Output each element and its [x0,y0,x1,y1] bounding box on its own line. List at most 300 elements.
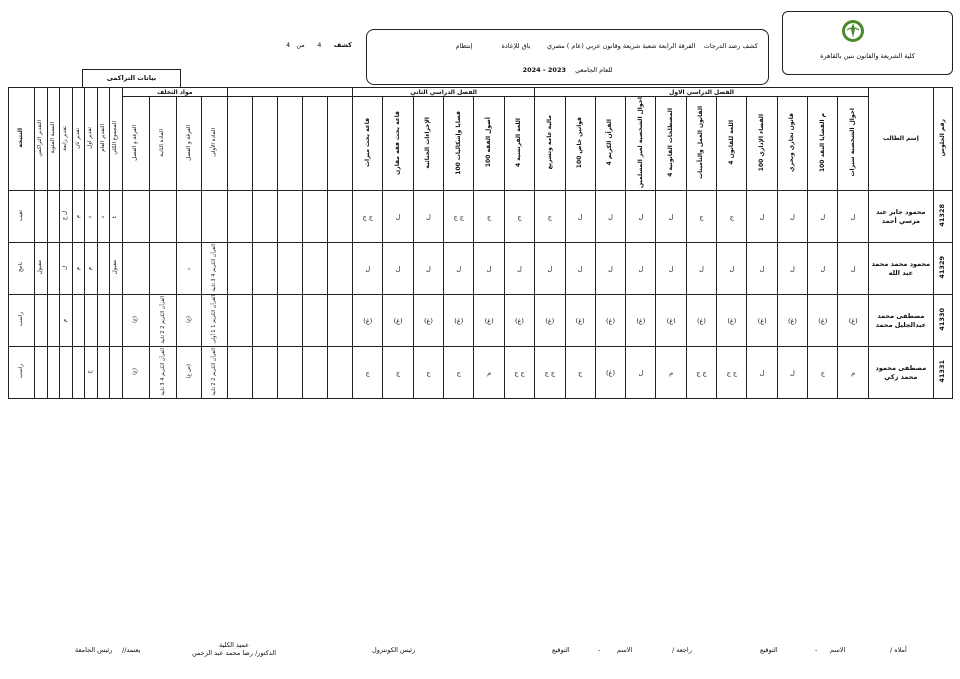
second-term-subject-5-label: قاعة بحث ميراث [363,117,371,167]
first-term-grade-6-value: م [669,368,674,377]
blank-cell-3 [302,191,327,243]
name1-label: الاسم [830,646,846,654]
blank-cell-2 [277,191,302,243]
first-term-grade-4 [717,295,747,347]
footer-university-head [75,646,112,654]
first-term-grade-2 [777,191,807,243]
first-term-grade-9 [565,295,595,347]
second-term-grade-3 [413,347,443,399]
blank-cell-0 [227,243,252,295]
second-term-grade-5 [353,191,383,243]
cumulative-cell-value: مقبول [37,260,44,275]
blank-cell-4 [327,347,352,399]
first-term-header: الفصل الدراسي الاول [535,88,869,97]
col-seat-number: رقم الجلوس [938,119,946,157]
blank-col-0 [227,97,252,191]
col-total: المجموع الكلي [112,121,119,155]
carry-cell-0 [202,243,227,295]
dictated-label: أملاه / [890,646,907,654]
result-cell [9,191,35,243]
second-term-grade-5 [353,295,383,347]
col-result: النتيجة [17,128,25,148]
first-term-grade-5-value: ج ج [696,368,707,377]
second-term-grade-2-value: (غ) [454,316,464,325]
first-term-grade-2-value: ل [790,368,795,377]
first-term-subject-10 [535,97,565,191]
second-term-grade-3-value: (غ) [423,316,433,325]
level-label: الفرقة الرابعة شعبة شريعة وقانون عربي (عام ) مصري [546,42,696,50]
second-term-grade-1-value: م [487,368,492,377]
report-title: كشف رصد الدرجات [703,42,758,50]
first-term-grade-6 [656,347,686,399]
carry-cell-1-value: (غ) [185,316,192,323]
student-name-cell [868,347,933,399]
table-row [9,243,953,295]
college-logo-box [782,11,953,75]
second-term-grade-0-value: ج ج [514,368,525,377]
first-term-subject-6-label: المصطلحات القانونية 4 [667,108,674,177]
first-term-grade-7-value: ل [638,368,644,377]
second-term-grade-3-value: ج [426,368,431,377]
first-term-grade-9 [565,191,595,243]
first-term-grade-2 [777,347,807,399]
carry-cell-1 [177,295,202,347]
first-cell [85,191,98,243]
second-term-grade-5-value: ج [365,368,370,377]
footer-approved [122,646,140,654]
name2-label: الاسم [617,646,633,654]
footer-name2 [617,646,632,654]
carry-cell-2 [150,347,177,399]
result-cell-value: تغيب [17,209,24,222]
cumulative-cell [35,191,48,243]
blank-cell-1 [252,191,277,243]
first-term-grade-0-value: ل [850,264,856,273]
first-term-grade-8 [595,243,625,295]
carry-cell-1-value: د [185,267,192,270]
second-term-grade-0 [504,191,534,243]
first-term-grade-5 [686,295,716,347]
second-term-grade-2-value: ج ج [453,212,464,221]
second-term-grade-2 [444,191,474,243]
first-term-grade-3 [747,191,777,243]
college-emblem-icon [841,18,865,44]
fourth-cell [60,295,73,347]
first-term-grade-10-value: ج ج [544,368,556,377]
cumulative-cell [35,347,48,399]
sign2-label: التوقيع [552,646,570,654]
carry-cell-0 [202,347,227,399]
blank-cell-1 [252,295,277,347]
carry-col-3-label: الفرقة و الفصل [132,124,139,161]
carry-cell-1 [177,347,202,399]
first-term-grade-1-value: ج [820,368,825,377]
blank-col-4 [327,97,352,191]
student-name-cell [868,243,933,295]
blank-cell-3 [302,295,327,347]
blank-col-1 [252,97,277,191]
percent-cell [47,295,60,347]
carry-cell-0 [202,295,227,347]
carry-cell-1 [177,243,202,295]
second-term-subject-2-label: قضايا وإشكاليات 100 [454,110,462,175]
university-head-label: رئيس الجامعة [75,646,113,654]
first-term-grade-4 [717,347,747,399]
footer-control-head [372,646,415,654]
first-term-grade-5 [686,191,716,243]
cumulative-cell [35,243,48,295]
carry-cell-0-value: القرآن الكريم 4 3 ثانية [210,243,217,292]
second-term-grade-0 [504,243,534,295]
first-term-grade-1-value: ل [820,264,826,273]
of-label: من [296,41,305,49]
first-term-subject-0 [838,97,868,191]
first-term-grade-3-value: (غ) [757,316,767,325]
blank-cell-0 [227,191,252,243]
college-name: كلية الشريعة والقانون بنين بالقاهرة [820,52,915,60]
col-percent: النسبة المئوية [49,122,56,154]
second-term-grade-4-value: ل [395,264,401,273]
fourth-cell [60,243,73,295]
second-term-grade-1-value: ج [486,212,492,221]
second-term-subject-1 [474,97,504,191]
col-fourth: تقدير رابعة [62,125,69,151]
first-term-subject-8-label: القرآن الكريم 4 [606,119,614,166]
second-term-grade-1-value: (غ) [484,316,494,325]
cumulative-data-box: بيانات التراكمى [82,69,181,88]
footer-sign2 [552,646,570,654]
first-term-grade-1-value: (غ) [818,316,828,325]
first-term-grade-10-value: ج [547,212,552,221]
first-term-grade-8-value: (غ) [606,316,615,325]
first-term-subject-5 [686,97,716,191]
dean-title: عميد الكلية [218,641,250,649]
student-name-cell [868,295,933,347]
blank-cell-2 [277,295,302,347]
first-term-subject-9-label: قوانين خاص 100 [576,116,584,169]
second-cell [72,243,85,295]
second-term-subject-3 [413,97,443,191]
blank-cell-4 [327,295,352,347]
first-term-subject-3 [747,97,777,191]
control-head-label: رئيس الكونترول [372,646,416,654]
first-term-grade-9-value: (غ) [575,316,585,325]
first-term-grade-9-value: ل [577,264,583,273]
second-term-grade-1 [474,243,504,295]
grade-cell [97,243,110,295]
col-student-name: إسم الطالب [868,88,933,191]
first-term-grade-7 [626,191,656,243]
second-cell [72,191,85,243]
status-regular: إنتظام [455,42,473,50]
first-term-grade-9-value: ل [577,212,583,221]
carry-cell-2-value: القرآن الكريم 4 3 ثانية [159,347,166,396]
first-term-grade-5-value: ل [699,264,704,273]
first-term-grade-7 [626,347,656,399]
result-cell-value: راسب [17,364,24,379]
first-term-subject-2-label: قانون تجاري وبحري [788,113,796,172]
first-cell [85,347,98,399]
first-term-grade-0-value: (غ) [848,316,858,325]
second-term-grade-0 [504,347,534,399]
first-term-grade-6-value: ل [668,212,674,221]
academic-year [367,66,768,74]
footer-dash1: - [815,646,818,654]
second-term-grade-4 [383,191,413,243]
second-term-subject-5 [353,97,383,191]
dean-name: الدكتور/ رضا محمد عبد الرحمن [191,649,277,657]
first-term-grade-10 [535,191,565,243]
second-term-subject-4 [383,97,413,191]
student-name-cell-value: مصطفى محمود محمد زكي [875,363,927,381]
sign1-label: التوقيع [760,646,778,654]
first-term-grade-5 [686,243,716,295]
percent-cell [47,191,60,243]
first-term-grade-0-value: ل [850,212,856,221]
second-term-grade-1 [474,191,504,243]
carry-cell-3 [122,243,149,295]
blank-col-2 [277,97,302,191]
total-cell [110,243,123,295]
second-term-grade-4 [383,243,413,295]
second-term-grade-3-value: ل [426,264,431,273]
first-term-grade-0 [838,347,868,399]
fourth-cell-value: م [62,318,69,322]
seat-number-cell-value: 41328 [938,204,947,227]
first-cell [85,295,98,347]
blank-group-header [227,88,353,97]
first-term-grade-7-value: ل [638,212,644,221]
result-cell [9,347,35,399]
year-label: للعام الجامعي [575,66,613,74]
second-term-grade-0-value: ج [517,212,522,221]
first-term-subject-1-label: م القضايا النقد 100 [818,112,826,173]
table-row [9,191,953,243]
blank-cell-3 [302,347,327,399]
report-title-box [366,29,769,85]
percent-cell [47,347,60,399]
col-second: تقدير ثان [74,127,81,149]
first-term-grade-5 [686,347,716,399]
seat-number-cell-value: 41329 [938,256,947,279]
first-term-grade-9 [565,347,595,399]
title-line [456,42,758,50]
second-term-subject-3-label: الإجراءات الجنائية [424,116,432,169]
second-term-subject-1-label: أصول الفقه 100 [484,117,492,168]
student-name-cell [868,191,933,243]
total-cell-value: مقبول [112,260,119,275]
col-first: تقدير اول [87,127,94,149]
approved-label: يعتمد// [122,646,141,654]
first-term-grade-0 [838,243,868,295]
carry-cell-3 [122,191,149,243]
second-term-grade-5-value: ل [365,264,371,273]
seat-number-cell-value: 41331 [938,360,947,383]
second-term-grade-2 [444,347,474,399]
student-name-cell-value: محمود جابر عبد مرسي أحمد [876,207,926,225]
first-term-grade-1 [808,243,838,295]
carry-cell-0-value: القرآن الكريم 2 2 ثانية [210,347,217,396]
seat-number-cell [933,295,952,347]
footer-dictated [890,646,907,654]
carry-cell-1-value: (ض ع) [185,364,192,379]
cumulative-cell [35,295,48,347]
first-term-subject-8 [595,97,625,191]
first-term-grade-3 [747,347,777,399]
carry-col-0-label: المادة الأولى [210,128,217,157]
second-term-subject-2 [444,97,474,191]
second-term-grade-3 [413,295,443,347]
first-term-subject-3-label: القضاء الإداري 100 [757,113,765,172]
blank-cell-0 [227,347,252,399]
first-term-grade-2 [777,243,807,295]
footer-dean [188,641,280,657]
second-cell-value: م [74,266,81,270]
grade-cell [97,191,110,243]
second-term-grade-4 [383,347,413,399]
carry-cell-3 [122,347,149,399]
first-term-grade-3-value: ل [759,264,765,273]
blank-cell-2 [277,243,302,295]
first-term-subject-6 [656,97,686,191]
first-term-grade-4-value: ج [729,212,734,221]
first-term-grade-4 [717,191,747,243]
second-term-grade-0-value: ل [517,264,522,273]
second-term-grade-4-value: (غ) [393,316,403,325]
carry-group-header: مواد التخلف [122,88,227,97]
first-term-grade-7 [626,243,656,295]
first-term-grade-4 [717,243,747,295]
first-term-subject-5-label: القانون العمل والتأمينات [697,106,705,179]
reviewed-label: راجعه / [672,646,692,654]
first-term-grade-5-value: ج [699,212,704,221]
carry-cell-1 [177,191,202,243]
first-term-grade-7 [626,295,656,347]
first-term-grade-0-value: م [851,368,856,377]
first-term-subject-4 [717,97,747,191]
footer-dash2: - [598,646,601,654]
carry-cell-3 [122,295,149,347]
first-term-grade-6-value: ل [668,264,674,273]
fourth-cell [60,191,73,243]
carry-col-3 [122,97,149,191]
blank-cell-1 [252,347,277,399]
first-cell-value: د [87,215,94,218]
grade-cell [97,295,110,347]
carry-cell-3-value: (غ) [132,368,139,375]
first-term-grade-1 [808,191,838,243]
second-term-grade-1 [474,347,504,399]
first-term-grade-8 [595,191,625,243]
blank-cell-1 [252,243,277,295]
result-cell [9,295,35,347]
result-cell-value: ناجح [17,262,24,273]
second-cell [72,295,85,347]
second-term-subject-4-label: قاعة بحث فقه مقارن [393,110,401,175]
status-remaining: باق للإعادة [501,42,531,50]
first-term-subject-1 [808,97,838,191]
student-name-cell-value: محمود محمد محمد عبد الله [871,259,931,277]
second-term-grade-4-value: ل [395,212,401,221]
blank-cell-3 [302,243,327,295]
first-cell-value: ج [87,370,94,374]
carry-col-1-label: الفرقة و الفصل [185,124,192,161]
grade-cell [97,347,110,399]
first-term-grade-6 [656,243,686,295]
footer-name1 [830,646,845,654]
footer-reviewed [672,646,692,654]
first-term-grade-2-value: (غ) [787,316,797,325]
first-term-subject-2 [777,97,807,191]
blank-cell-2 [277,347,302,399]
col-grade: التقدير العام [99,124,106,152]
second-term-grade-3 [413,243,443,295]
second-cell-value: م [74,214,81,218]
percent-cell [47,243,60,295]
first-term-grade-10 [535,243,565,295]
result-cell [9,243,35,295]
first-term-grade-1 [808,347,838,399]
first-term-grade-10-value: ل [547,264,553,273]
second-term-grade-2 [444,243,474,295]
first-term-subject-10-label: مالية عامة وتشريع [545,115,553,170]
blank-cell-4 [327,191,352,243]
first-term-grade-8-value: ل [608,264,613,273]
first-term-grade-4-value: ج ج [726,368,738,377]
footer-sign1 [760,646,778,654]
second-term-grade-5-value: (غ) [363,316,373,325]
first-cell [85,243,98,295]
second-term-grade-2-value: ل [456,264,462,273]
first-term-grade-3-value: ل [759,368,765,377]
blank-cell-0 [227,295,252,347]
sheet-number [286,41,352,49]
first-term-grade-8-value: (غ) [606,368,615,377]
fourth-cell-value: ل ج [62,210,69,221]
first-term-grade-2 [777,295,807,347]
sheet-no-value: 4 [317,41,322,49]
first-term-grade-5-value: (غ) [696,316,706,325]
first-term-subject-7 [626,97,656,191]
first-term-grade-2-value: ل [790,212,795,221]
first-term-grade-8 [595,295,625,347]
first-term-grade-8 [595,347,625,399]
second-term-grade-1-value: ل [486,264,492,273]
second-term-grade-5 [353,243,383,295]
carry-col-1 [177,97,202,191]
first-term-grade-7-value: (غ) [636,316,646,325]
first-term-grade-4-value: ل [729,264,735,273]
seat-number-cell-value: 41330 [938,308,947,331]
col-cumulative: التقدير التراكمي [37,119,44,157]
first-term-grade-0 [838,295,868,347]
carry-cell-0 [202,191,227,243]
first-term-grade-10 [535,295,565,347]
first-term-grade-3 [747,243,777,295]
second-term-grade-1 [474,295,504,347]
carry-cell-0-value: القرآن الكريم 1 1 أولى [210,295,217,344]
second-term-grade-4-value: ج [396,368,401,377]
total-cell [110,191,123,243]
grade-cell-value: د [99,215,106,218]
first-term-grade-8-value: ل [608,212,613,221]
carry-cell-2 [150,243,177,295]
first-term-grade-2-value: ل [790,264,795,273]
of-total: 4 [286,41,291,49]
first-term-grade-3-value: ل [759,212,765,221]
first-cell-value: م [87,266,94,270]
first-term-subject-4-label: اللغة للقانون 4 [727,120,735,165]
